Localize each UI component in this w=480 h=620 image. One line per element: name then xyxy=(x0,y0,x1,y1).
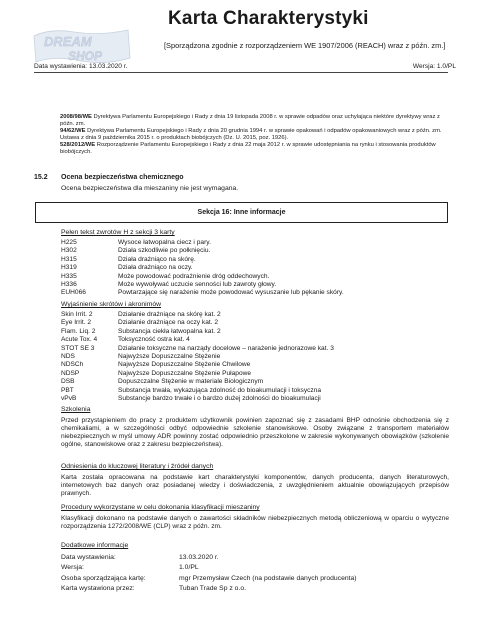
section-16-title: Sekcja 16: Inne informacje xyxy=(197,209,286,216)
document-title: Karta Charakterystyki xyxy=(168,8,369,29)
literature-text: Karta została opracowana na podstawie kart charakterystyki komponentów, danych producenta, danych literaturowych, internetowych baz danych oraz posiadanej wiedzy i doświadczenia, z uwzględnieniem aktualnie obowiązujących przepisów prawnych. xyxy=(61,474,449,498)
list-item: DSB Dopuszczalne Stężenie w materiale Biologicznym xyxy=(61,378,264,386)
list-item: H315 Działa drażniąco na skórę. xyxy=(61,255,196,263)
training-heading: Szkolenia xyxy=(61,406,91,413)
list-item: H319 Działa drażniąco na oczy. xyxy=(61,264,193,272)
additional-info-heading: Dodatkowe informacje xyxy=(61,542,129,549)
literature-heading: Odniesienia do kluczowej literatury i źródeł danych xyxy=(61,463,214,470)
list-item: Skin Irrit. 2 Działanie drażniące na skórę kat. 2 xyxy=(61,311,221,318)
additional-info-list xyxy=(61,553,449,594)
abbreviations-list xyxy=(61,311,449,403)
header-divider xyxy=(34,72,448,73)
list-item: vPvB Substancje bardzo trwałe i o bardzo dużej zdolności do bioakumulacji xyxy=(61,395,321,403)
logo-text-dream: DREAM xyxy=(44,34,92,49)
section-16-header-box xyxy=(35,202,448,223)
list-item: NDS Najwyższe Dopuszczalne Stężenie xyxy=(61,353,221,361)
classification-text: Klasyfikacji dokonano na podstawie danych o zawartości składników niebezpiecznych metodą obliczeniową w oparciu o wytyczne rozporządzenia 1272/2008/WE (CLP) wraz z późn. zm. xyxy=(61,515,449,531)
document-subtitle: [Sporządzona zgodnie z rozporządzeniem WE 1907/2006 (REACH) wraz z późn. zm.] xyxy=(164,41,446,50)
list-item: NDSCh Najwyższe Dopuszczalne Stężenie Chwilowe xyxy=(61,361,251,369)
training-text: Przed przystąpieniem do pracy z produktem użytkownik powinien zapoznać się z zasadami BHP odnośnie obchodzenia się z chemikaliami, a w szczególności odbyć odpowiednie szkolenie stanowiskowe. Osoby związane z transportem materiałów niebezpiecznych w myśl umowy ADR powinny zostać odpowiednio przeszkolone w zakresie wykonywanych obowiązków (szkolenie ogólne, stanowiskowe oraz z zakresu bezpieczeństwa). xyxy=(61,417,449,449)
regulation-item: 2008/98/WE Dyrektywa Parlamentu Europejskiego i Rady z dnia 19 listopada 2008 r. w sprawie odpadów oraz uchylająca niektóre dyrektywy wraz z późn. zm. xyxy=(60,114,440,127)
section-number: 15.2 xyxy=(34,174,48,181)
list-item: Karta wystawiona przez: Tuban Trade Sp z o.o. xyxy=(61,584,247,592)
regulation-item: Ustawa z dnia 9 października 2015 r. o produktach biobójczych (Dz. U. 2015, poz. 1926). xyxy=(60,135,289,141)
list-item: H302 Działa szkodliwie po połknięciu. xyxy=(61,247,211,255)
list-item: Wersja: 1.0/PL xyxy=(61,564,199,572)
document-version: Wersja: 1.0/PL xyxy=(412,63,456,70)
abbreviations-heading: Wyjaśnienie skrótów i akronimów xyxy=(61,301,162,308)
logo-text-shop: SHOP xyxy=(68,49,103,63)
regulation-item: 528/2012/WE Rozporządzenie Parlamentu Europejskiego i Rady z dnia 22 maja 2012 r. w sprawie udostępniania na rynku i stosowania produktów biobójczych. xyxy=(60,142,436,155)
list-item: H225 Wysoce łatwopalna ciecz i pary. xyxy=(61,239,211,246)
list-item: Data wystawienia: 13.03.2020 r. xyxy=(61,554,219,561)
list-item: H336 Może wywoływać uczucie senności lub zawroty głowy. xyxy=(61,281,277,289)
h-statements-heading: Pełen tekst zwrotów H z sekcji 3 karty xyxy=(61,229,175,236)
h-statements-list xyxy=(61,239,449,298)
list-item: Acute Tox. 4 Toksyczność ostra kat. 4 xyxy=(61,336,190,344)
list-item: Flam. Liq. 2 Substancja ciekła łatwopalna kat. 2 xyxy=(61,327,221,335)
list-item: NDSP Najwyższe Dopuszczalne Stężenie Pułapowe xyxy=(61,369,252,377)
issue-date: Data wystawienia: 13.03.2020 r. xyxy=(34,63,128,70)
list-item: EUH066 Powtarzające się narażenie może powodować wysuszanie lub pękanie skóry. xyxy=(61,289,344,297)
section-title: Ocena bezpieczeństwa chemicznego xyxy=(61,174,184,181)
list-item: H335 Może powodować podrażnienie dróg oddechowych. xyxy=(61,272,270,280)
list-item: Osoba sporządzająca kartę: mgr Przemysław Czech (na podstawie danych producenta) xyxy=(61,574,357,582)
page-header xyxy=(0,0,480,98)
list-item: Eye Irrit. 2 Działanie drażniące na oczy kat. 2 xyxy=(61,319,219,327)
regulation-item: 94/62/WE Dyrektywa Parlamentu Europejskiego i Rady z dnia 20 grudnia 1994 r. w sprawie opakowań i odpadów opakowaniowych wraz z późn. zm. xyxy=(60,128,442,134)
section-15-2-text: Ocena bezpieczeństwa dla mieszaniny nie jest wymagana. xyxy=(61,185,239,192)
dream-shop-logo xyxy=(30,28,134,66)
classification-heading: Procedury wykorzystane w celu dokonania klasyfikacji mieszaniny xyxy=(61,504,260,511)
list-item: STOT SE 3 Działanie toksyczne na narządy docelowe – narażenie jednorazowe kat. 3 xyxy=(61,344,334,352)
regulations-list xyxy=(60,114,450,156)
list-item: PBT Substancja trwała, wykazująca zdolność do bioakumulacji i toksyczna xyxy=(61,386,322,394)
